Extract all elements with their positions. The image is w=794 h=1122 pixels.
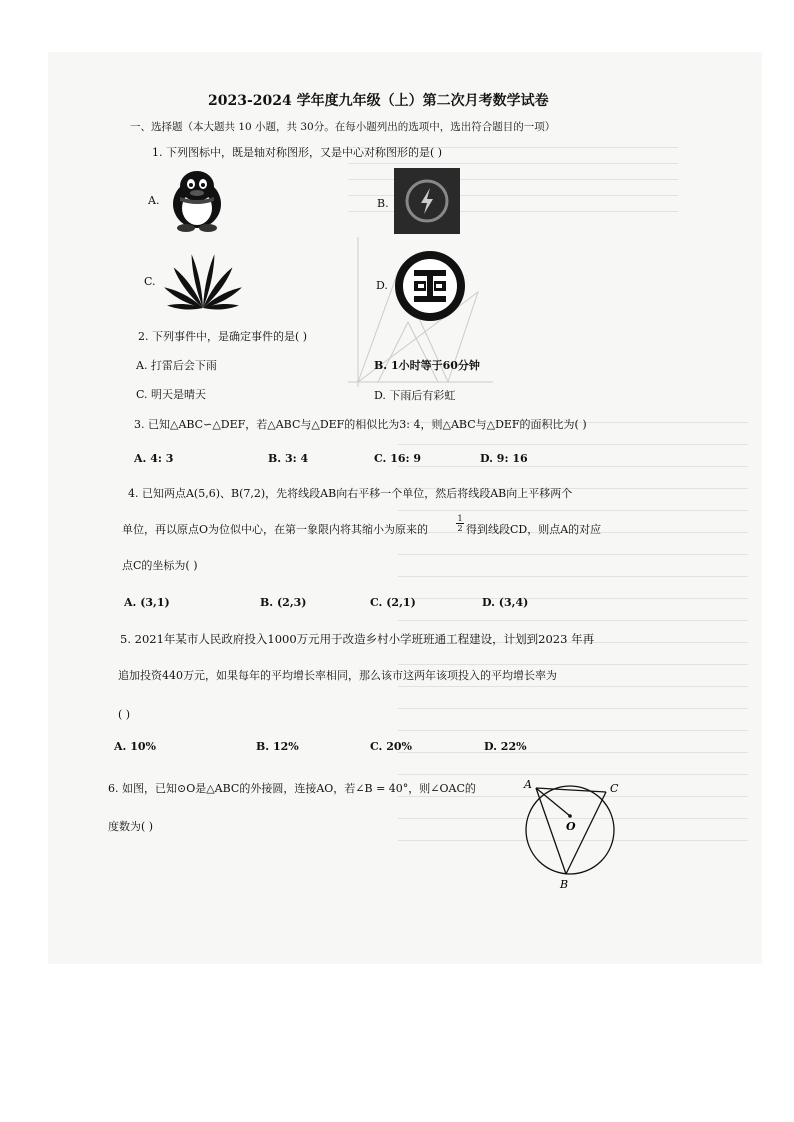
q4-option-d: D. (3,4)	[482, 596, 529, 609]
q1-option-d-label: D.	[376, 279, 388, 292]
q3-stem: 3. 已知△ABC∽△DEF，若△ABC与△DEF的相似比为3: 4，则△ABC与△DEF的面积比为( )	[134, 418, 587, 431]
label-o: O	[566, 820, 576, 833]
q1-option-a-label: A.	[148, 194, 160, 207]
q2-option-c: C. 明天是晴天	[136, 388, 207, 401]
q4-option-a: A. (3,1)	[124, 596, 170, 609]
exam-sheet	[48, 52, 762, 964]
flower-icon	[160, 248, 246, 312]
q4-option-c: C. (2,1)	[370, 596, 416, 609]
q6-line2: 度数为( )	[108, 820, 154, 833]
q2-stem: 2. 下列事件中，是确定事件的是( )	[138, 330, 308, 343]
q1-option-c-label: C.	[144, 275, 156, 288]
center-point	[568, 814, 572, 818]
label-a: A	[524, 778, 532, 791]
penguin-icon	[162, 168, 232, 232]
q1-stem: 1. 下列图标中，既是轴对称图形，又是中心对称图形的是( )	[152, 146, 443, 159]
q3-option-a: A. 4: 3	[134, 452, 174, 465]
q1-option-b-label: B.	[377, 197, 389, 210]
q5-option-c: C. 20%	[370, 740, 412, 753]
q4-line1: 4. 已知两点A(5,6)、B(7,2)，先将线段AB向右平移一个单位，然后将线段AB向上平移两个	[128, 487, 573, 500]
circle-figure	[518, 768, 628, 892]
q4-fraction-numerator: 1	[457, 514, 463, 523]
q6-line1: 6. 如图，已知⊙O是△ABC的外接圆，连接AO，若∠B = 40°，则∠OAC的	[108, 782, 476, 795]
q4-option-b: B. (2,3)	[260, 596, 307, 609]
q3-option-d: D. 9: 16	[480, 452, 528, 465]
q4-line2b: 得到线段CD，则点A的对应	[466, 523, 602, 536]
q5-option-d: D. 22%	[484, 740, 527, 753]
q5-option-a: A. 10%	[114, 740, 156, 753]
q2-option-a: A. 打雷后会下雨	[136, 359, 217, 372]
segment-ac	[536, 788, 606, 792]
q5-line2: 追加投资440万元，如果每年的平均增长率相同，那么该市这两年该项投入的平均增长率为	[118, 669, 557, 682]
bank-logo-icon	[392, 248, 468, 324]
lightning-icon	[394, 168, 460, 234]
label-b: B	[560, 878, 569, 891]
q5-line3: ( )	[118, 708, 131, 721]
q3-option-c: C. 16: 9	[374, 452, 422, 465]
q4-line3: 点C的坐标为( )	[122, 559, 198, 572]
q3-option-b: B. 3: 4	[268, 452, 309, 465]
label-c: C	[610, 782, 619, 795]
q5-line1: 5. 2021年某市人民政府投入1000万元用于改造乡村小学班班通工程建设，计划到2023 年再	[120, 632, 595, 646]
q5-option-b: B. 12%	[256, 740, 299, 753]
q4-fraction	[456, 514, 464, 533]
q2-option-b: B. 1小时等于60分钟	[374, 359, 480, 372]
q2-option-d: D. 下雨后有彩虹	[374, 389, 456, 402]
q4-fraction-denominator: 2	[457, 524, 463, 533]
q4-line2a: 单位，再以原点O为位似中心，在第一象限内将其缩小为原来的	[122, 523, 429, 536]
exam-title: 2023-2024 学年度九年级（上）第二次月考数学试卷	[208, 93, 549, 109]
section-heading: 一、选择题（本大题共 10 小题，共 30分。在每小题列出的选项中，选出符合题目的一项）	[130, 121, 556, 133]
